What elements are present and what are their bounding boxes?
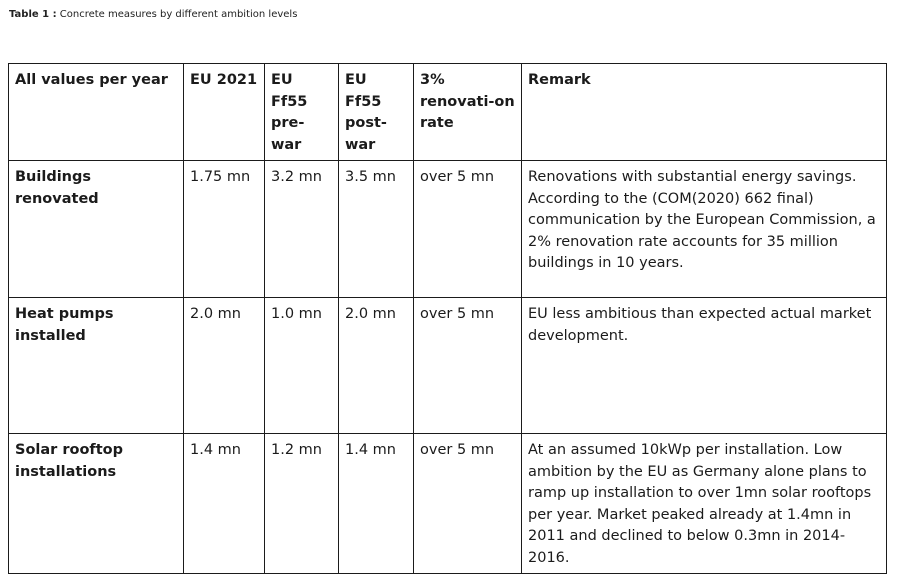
cell-ff55-pre: 1.0 mn — [265, 298, 339, 434]
cell-ff55-post: 2.0 mn — [339, 298, 414, 434]
cell-eu-2021: 2.0 mn — [184, 298, 265, 434]
row-label: Solar rooftop installations — [9, 434, 184, 574]
cell-ff55-post: 1.4 mn — [339, 434, 414, 574]
table-row — [9, 434, 887, 574]
cell-renov3: over 5 mn — [414, 161, 522, 298]
cell-renov3: over 5 mn — [414, 434, 522, 574]
cell-remark: At an assumed 10kWp per installation. Low ambition by the EU as Germany alone plans to ramp up installation to over 1mn solar rooftops per year. Market peaked already at 1.4mn in 2011 and declined to below 0.3mn in 2014-2016. — [522, 434, 887, 574]
table-caption — [9, 8, 297, 22]
table-row — [9, 161, 887, 298]
header-eu-2021: EU 2021 — [184, 64, 265, 161]
cell-ff55-pre: 3.2 mn — [265, 161, 339, 298]
row-label: Buildings renovated — [9, 161, 184, 298]
header-all-values: All values per year — [9, 64, 184, 161]
header-remark: Remark — [522, 64, 887, 161]
measures-table — [8, 63, 887, 574]
cell-remark: Renovations with substantial energy savings. According to the (COM(2020) 662 final) communication by the European Commission, a 2% renovation rate accounts for 35 million buildings in 10 years. — [522, 161, 887, 298]
header-renovation-rate: 3% renovati-on rate — [414, 64, 522, 161]
cell-ff55-post: 3.5 mn — [339, 161, 414, 298]
cell-eu-2021: 1.75 mn — [184, 161, 265, 298]
cell-renov3: over 5 mn — [414, 298, 522, 434]
header-eu-ff55-pre-war: EU Ff55 pre-war — [265, 64, 339, 161]
header-eu-ff55-post-war: EU Ff55 post-war — [339, 64, 414, 161]
table-header-row — [9, 64, 887, 161]
table-caption-text: Concrete measures by different ambition levels — [56, 9, 298, 20]
cell-eu-2021: 1.4 mn — [184, 434, 265, 574]
cell-ff55-pre: 1.2 mn — [265, 434, 339, 574]
table-row — [9, 298, 887, 434]
table-caption-label: Table 1 : — [9, 9, 57, 20]
row-label: Heat pumps installed — [9, 298, 184, 434]
cell-remark: EU less ambitious than expected actual market development. — [522, 298, 887, 434]
